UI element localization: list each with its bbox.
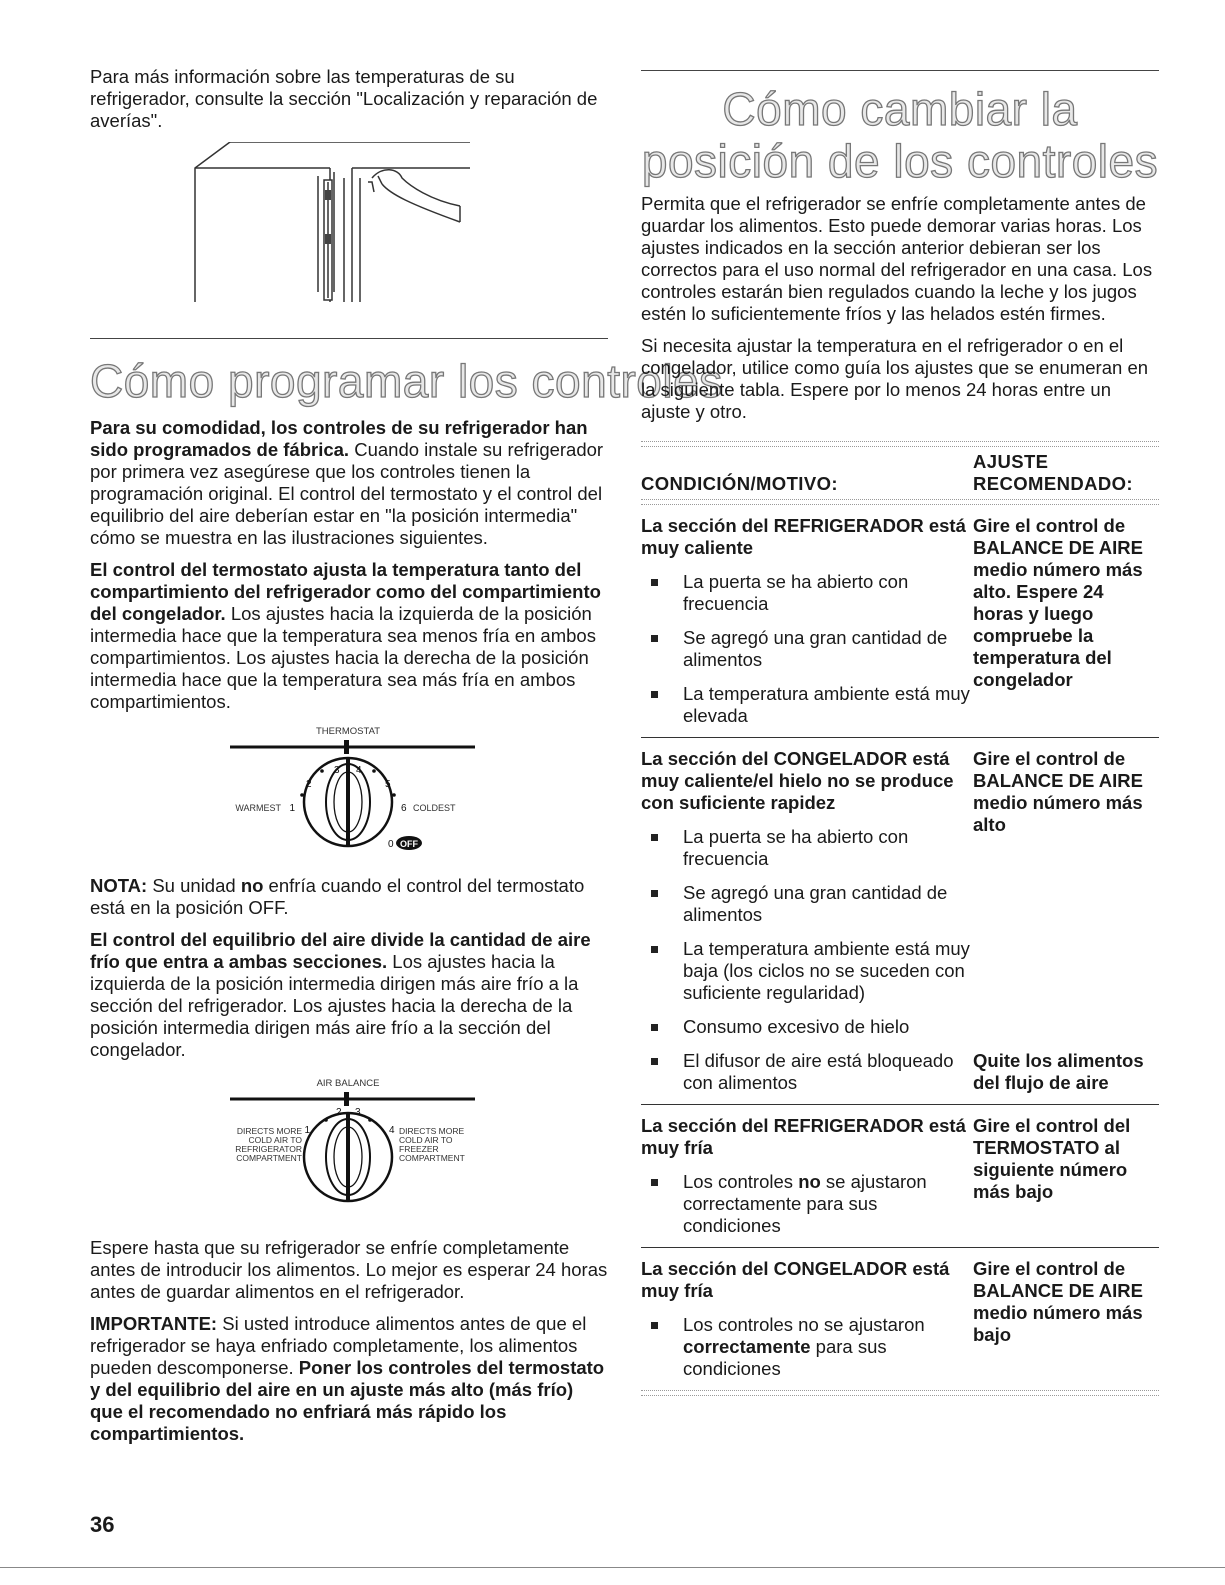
paragraph-cooling: Permita que el refrigerador se enfríe completamente antes de guardar los alimentos. Esto puede demorar varias horas. Los ajustes indicados en la sección anterior debieran ser los correctos para el uso normal del refrigerador en una casa. Los controles estarán bien regulados cuando la leche y los jugos estén lo suficientemente fríos y las helados estén firmes. <box>641 193 1153 324</box>
section-heading: Cómo programar los controles <box>90 355 723 407</box>
body-text: Su unidad <box>147 875 241 896</box>
table-bottom-rule <box>641 1390 1159 1396</box>
bold-warning: Poner los controles del termostato y del equilibrio del aire en un ajuste más alto (más frío) que el recomendado no enfriará más rápido los compartimientos. <box>90 1357 605 1444</box>
cause-list <box>641 571 973 727</box>
dial-num-4: 4 <box>356 765 362 776</box>
settings-table <box>641 441 1159 1396</box>
body-text: Los ajustes hacia la izquierda de la posición intermedia hace que la temperatura sea menos fría en ambos compartimientos. Los ajustes hacia la derecha de la posición intermedia hace que la temperatura sea más fría en ambos compartimientos. <box>90 603 596 712</box>
left-label-line1: DIRECTS MORE <box>236 1126 302 1136</box>
paragraph-factory-settings <box>90 417 608 549</box>
list-item: La puerta se ha abierto con frecuencia <box>641 826 973 870</box>
paragraph-thermostat <box>90 559 608 713</box>
intro-paragraph: Para más información sobre las temperaturas de su refrigerador, consulte la sección "Localización y reparación de averías". <box>90 66 598 131</box>
list-item: Se agregó una gran cantidad de alimentos <box>641 882 973 926</box>
air-num-3: 3 <box>355 1107 361 1118</box>
table-header <box>641 447 1159 499</box>
bottom-rule <box>0 1567 1225 1568</box>
header-condition: CONDICIÓN/MOTIVO: <box>641 473 838 494</box>
left-label-line2: COLD AIR TO <box>248 1135 302 1145</box>
table-row <box>641 505 1159 738</box>
paragraph-importante <box>90 1313 608 1445</box>
body-text: Cuando instale su refrigerador por primera vez asegúrese que los controles tienen la programación original. El control del termostato y el control del equilibrio del aire deberían estar en "la posición intermedia" cómo se muestra en las ilustraciones siguientes. <box>90 439 604 548</box>
condition-text: La sección del REFRIGERADOR está muy fría <box>641 1115 966 1158</box>
setting-text: Quite los alimentos del flujo de aire <box>973 1050 1144 1093</box>
fridge-illustration <box>90 142 608 310</box>
cause-list <box>641 1314 973 1380</box>
dial-num-6: 6 <box>401 803 407 814</box>
right-label-line2: COLD AIR TO <box>399 1135 453 1145</box>
section-divider <box>90 338 608 339</box>
air-num-1: 1 <box>304 1125 310 1136</box>
dial-num-0: 0 <box>388 839 394 850</box>
paragraph-air-balance <box>90 929 608 1061</box>
air-balance-title: AIR BALANCE <box>316 1078 380 1089</box>
cause-list <box>641 826 973 1038</box>
bold-lead: El control del equilibrio del aire divide la cantidad de aire frío que entra a ambas secciones. <box>90 929 591 972</box>
dial-num-3: 3 <box>334 765 340 776</box>
body-text: enfría cuando el control del termostato está en la posición OFF. <box>90 875 585 918</box>
dial-num-2: 2 <box>306 779 312 790</box>
dial-num-1: 1 <box>289 803 295 814</box>
section-divider <box>641 70 1159 71</box>
left-column <box>90 66 723 1455</box>
cause-list <box>641 1171 973 1237</box>
list-item: Se agregó una gran cantidad de alimentos <box>641 627 973 671</box>
list-item: Los controles no se ajustaron correctamente para sus condiciones <box>641 1314 973 1380</box>
nota-paragraph <box>90 875 608 919</box>
list-item: Consumo excesivo de hielo <box>641 1016 973 1038</box>
bold-lead: Para su comodidad, los controles de su refrigerador han sido programados de fábrica. <box>90 417 588 460</box>
body-text: Los ajustes hacia la izquierda de la posición intermedia dirigen más aire frío a la sección del refrigerador. Los ajustes hacia la derecha de la posición intermedia dirigen más aire frío a la sección del congelador. <box>90 951 579 1060</box>
left-label-line3: REFRIGERATOR <box>235 1144 302 1154</box>
right-label-line4: COMPARTMENT <box>399 1153 465 1163</box>
right-column <box>641 70 1159 1396</box>
section-heading: Cómo cambiar la posición de los controles <box>641 83 1159 187</box>
nota-label: NOTA: <box>90 875 148 896</box>
list-item: El difusor de aire está bloqueado con alimentos <box>641 1050 973 1094</box>
body-text: Si usted introduce alimentos antes de que el refrigerador se haya enfriado completamente, los alimentos pueden descomponerse. <box>90 1313 587 1378</box>
condition-text: La sección del REFRIGERADOR está muy caliente <box>641 515 966 558</box>
bold-lead: El control del termostato ajusta la temperatura tanto del compartimiento del refrigerador como del compartimiento del congelador. <box>90 559 601 624</box>
thermostat-dial-figure <box>90 723 608 863</box>
page-number: 36 <box>90 1512 115 1537</box>
air-num-4: 4 <box>389 1125 395 1136</box>
list-item: Los controles no se ajustaron correctamente para sus condiciones <box>641 1171 973 1237</box>
air-balance-dial-figure <box>90 1075 608 1225</box>
warmest-label: WARMEST <box>235 803 281 813</box>
dial-num-5: 5 <box>385 779 391 790</box>
air-num-2: 2 <box>336 1107 342 1118</box>
left-label-line4: COMPARTMENT <box>236 1153 302 1163</box>
emphasis-no: no <box>240 875 264 896</box>
paragraph-adjust: Si necesita ajustar la temperatura en el refrigerador o en el congelador, utilice como guía los ajustes que se enumeran en la siguiente tabla. Espere por lo menos 24 horas entre un ajuste y otro. <box>641 335 1149 422</box>
table-row <box>641 1105 1159 1248</box>
coldest-label: COLDEST <box>413 803 456 813</box>
setting-text: Gire el control de BALANCE DE AIRE medio número más bajo <box>973 1258 1143 1345</box>
setting-text: Gire el control de BALANCE DE AIRE medio número más alto <box>973 748 1143 835</box>
setting-text: Gire el control del TERMOSTATO al siguiente número más bajo <box>973 1115 1131 1202</box>
list-item: La puerta se ha abierto con frecuencia <box>641 571 973 615</box>
condition-text: La sección del CONGELADOR está muy caliente/el hielo no se produce con suficiente rapidez <box>641 748 954 813</box>
list-item: La temperatura ambiente está muy baja (los ciclos no se suceden con suficiente regularidad) <box>641 938 973 1004</box>
condition-text: La sección del CONGELADOR está muy fría <box>641 1258 950 1301</box>
right-label-line1: DIRECTS MORE <box>399 1126 465 1136</box>
header-setting: AJUSTE RECOMENDADO: <box>973 451 1133 494</box>
cause-list <box>641 1050 973 1094</box>
off-badge: OFF <box>400 839 418 849</box>
table-row <box>641 1248 1159 1390</box>
importante-label: IMPORTANTE: <box>90 1313 218 1334</box>
table-row <box>641 738 1159 1105</box>
setting-text: Gire el control de BALANCE DE AIRE medio número más alto. Espere 24 horas y luego compruebe la temperatura del congelador <box>973 515 1143 690</box>
right-label-line3: FREEZER <box>399 1144 439 1154</box>
thermostat-title: THERMOSTAT <box>315 726 381 737</box>
paragraph-wait: Espere hasta que su refrigerador se enfríe completamente antes de introducir los alimentos. Lo mejor es esperar 24 horas antes de guardar alimentos en el refrigerador. <box>90 1237 608 1302</box>
list-item: La temperatura ambiente está muy elevada <box>641 683 973 727</box>
